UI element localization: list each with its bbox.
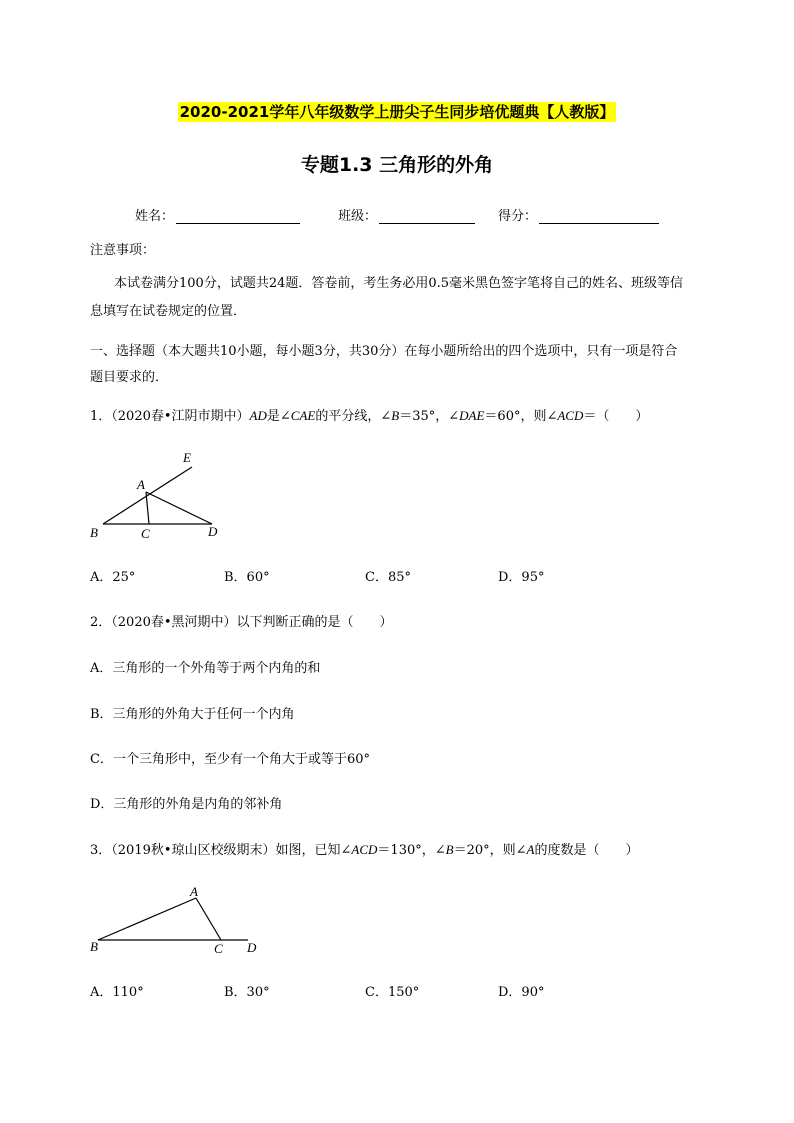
- page-title: 专题1.3 三角形的外角: [300, 154, 494, 176]
- q1-label-e: E: [183, 450, 191, 465]
- q2-option-c: C．一个三角形中，至少有一个角大于或等于60°: [90, 752, 370, 767]
- class-label: 班级：: [338, 209, 378, 224]
- q3-var: B: [445, 842, 454, 857]
- q1-line-be: [103, 467, 192, 524]
- q1-text: ＝（ ）: [583, 409, 649, 424]
- q1-var: ACD: [557, 408, 584, 423]
- q1-var: CAE: [290, 408, 316, 423]
- q1-var: DAE: [459, 408, 485, 423]
- q1-text: ＝60°，则∠: [484, 409, 558, 424]
- q1-prefix: 1．（2020春•江阴市期中）: [90, 409, 250, 424]
- q1-option-c: C．85°: [365, 570, 411, 585]
- q1-label-b: B: [90, 525, 98, 540]
- q1-text: ＝35°，∠: [399, 409, 460, 424]
- q3-label-d: D: [247, 940, 257, 955]
- q3-prefix: 3．（2019秋•琼山区校级期末）如图，已知∠: [90, 843, 352, 858]
- q3-option-c: C．150°: [365, 985, 420, 1000]
- q3-label-c: C: [214, 941, 223, 956]
- q3-option-d: D．90°: [498, 985, 545, 1000]
- q1-var: AD: [249, 408, 267, 423]
- q1-option-b: B．60°: [224, 570, 270, 585]
- q3-label-a: A: [190, 884, 198, 899]
- q1-option-a: A．25°: [90, 570, 136, 585]
- q2-option-b: B．三角形的外角大于任何一个内角: [90, 707, 295, 722]
- q3-var: A: [526, 842, 535, 857]
- q3-line-ba: [98, 898, 196, 940]
- notes-line-2: 息填写在试卷规定的位置．: [90, 304, 247, 319]
- name-label: 姓名：: [135, 209, 175, 224]
- notes-line-1: 本试卷满分100分，试题共24题．答卷前，考生务必用0.5毫米黑色签字笔将自己的姓名、班级等信: [114, 276, 684, 291]
- q3-text: 的度数是（ ）: [534, 843, 639, 858]
- q1-option-d: D．95°: [498, 570, 545, 585]
- q2-option-d: D．三角形的外角是内角的邻补角: [90, 797, 283, 812]
- q1-line-ac: [146, 492, 149, 524]
- q2-stem: 2．（2020春•黑河期中）以下判断正确的是（ ）: [90, 615, 393, 630]
- q1-label-a: A: [137, 477, 145, 492]
- q1-label-c: C: [141, 526, 150, 541]
- series-title: 2020-2021学年八年级数学上册尖子生同步培优题典【人教版】: [179, 103, 615, 121]
- q3-text: ＝20°，则∠: [453, 843, 527, 858]
- section1-line-2: 题目要求的．: [90, 370, 169, 385]
- q3-line-ac: [196, 898, 221, 940]
- q3-var: ACD: [351, 842, 378, 857]
- q1-text: 的平分线，∠: [315, 409, 392, 424]
- section1-line-1: 一、选择题（本大题共10小题，每小题3分，共30分）在每小题所给出的四个选项中，只有一项是符合: [90, 344, 678, 359]
- notes-heading: 注意事项：: [90, 243, 156, 258]
- score-label: 得分：: [498, 209, 538, 224]
- q3-stem: [90, 839, 639, 862]
- q1-text: 是∠: [266, 409, 291, 424]
- q1-label-d: D: [208, 524, 218, 539]
- q1-line-ad: [146, 492, 212, 524]
- q2-option-a: A．三角形的一个外角等于两个内角的和: [90, 661, 321, 676]
- q3-text: ＝130°，∠: [377, 843, 446, 858]
- q1-var: B: [391, 408, 400, 423]
- q3-label-b: B: [90, 939, 98, 954]
- q3-option-a: A．110°: [90, 985, 144, 1000]
- q3-option-b: B．30°: [224, 985, 270, 1000]
